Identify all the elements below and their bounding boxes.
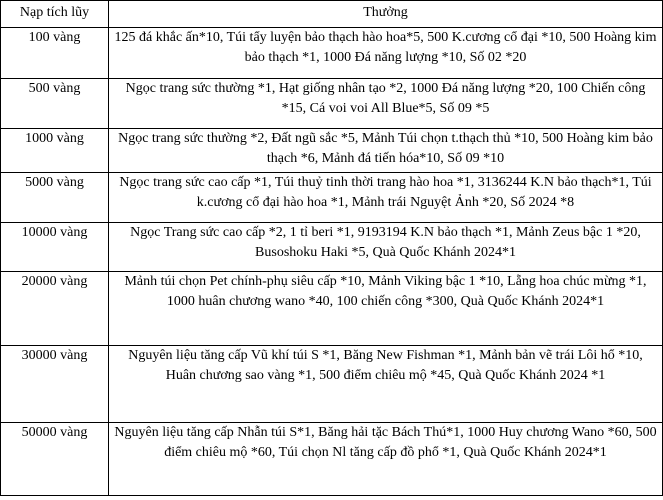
table-row xyxy=(1,346,663,423)
header-row xyxy=(1,1,663,28)
topup-amount: 20000 vàng xyxy=(1,272,109,346)
header-reward: Thưởng xyxy=(109,1,663,28)
header-amount: Nạp tích lũy xyxy=(1,1,109,28)
table-header xyxy=(1,1,663,28)
reward-list: Ngọc trang sức thường *2, Đất ngũ sắc *5, Mảnh Túi chọn t.thạch thủ *10, 500 Hoàng kim bảo thạch *6, Mảnh đá tiến hóa*10, Số 09 *10 xyxy=(109,129,663,173)
topup-amount: 5000 vàng xyxy=(1,173,109,223)
table-row xyxy=(1,79,663,129)
topup-amount: 100 vàng xyxy=(1,28,109,79)
table-body xyxy=(1,28,663,496)
table-row xyxy=(1,423,663,496)
reward-list: Nguyên liệu tăng cấp Nhẫn túi S*1, Băng hải tặc Bách Thú*1, 1000 Huy chương Wano *60, 500 điểm chiêu mộ *60, Túi chọn Nl tăng cấp đồ phổ *1, Quà Quốc Khánh 2024*1 xyxy=(109,423,663,496)
table-row xyxy=(1,173,663,223)
topup-amount: 30000 vàng xyxy=(1,346,109,423)
topup-amount: 1000 vàng xyxy=(1,129,109,173)
reward-list: Mảnh túi chọn Pet chính-phụ siêu cấp *10, Mảnh Viking bậc 1 *10, Lẵng hoa chúc mừng *1, 1000 huân chương wano *40, 100 chiến công *300, Quà Quốc Khánh 2024*1 xyxy=(109,272,663,346)
reward-list: Ngọc trang sức cao cấp *1, Túi thuỷ tinh thời trang hào hoa *1, 3136244 K.N bảo thạch*1, Túi k.cương cổ đại hào hoa *1, Mảnh trái Nguyệt Ảnh *20, Số 2024 *8 xyxy=(109,173,663,223)
table-row xyxy=(1,223,663,272)
table-row xyxy=(1,129,663,173)
table-row xyxy=(1,272,663,346)
table-row xyxy=(1,28,663,79)
topup-amount: 10000 vàng xyxy=(1,223,109,272)
reward-list: 125 đá khắc ấn*10, Túi tẩy luyện bảo thạch hào hoa*5, 500 K.cương cổ đại *10, 500 Hoàng kim bảo thạch *1, 1000 Đá năng lượng *10, Số 02 *20 xyxy=(109,28,663,79)
reward-list: Ngọc trang sức thường *1, Hạt giống nhân tạo *2, 1000 Đá năng lượng *20, 100 Chiến công *15, Cá voi voi All Blue*5, Số 09 *5 xyxy=(109,79,663,129)
reward-list: Nguyên liệu tăng cấp Vũ khí túi S *1, Băng New Fishman *1, Mảnh bản vẽ trái Lôi hổ *10, Huân chương sao vàng *1, 500 điểm chiêu mộ *45, Quà Quốc Khánh 2024 *1 xyxy=(109,346,663,423)
topup-amount: 500 vàng xyxy=(1,79,109,129)
reward-list: Ngọc Trang sức cao cấp *2, 1 tỉ beri *1, 9193194 K.N bảo thạch *1, Mảnh Zeus bậc 1 *20, Busoshoku Haki *5, Quà Quốc Khánh 2024*1 xyxy=(109,223,663,272)
topup-amount: 50000 vàng xyxy=(1,423,109,496)
